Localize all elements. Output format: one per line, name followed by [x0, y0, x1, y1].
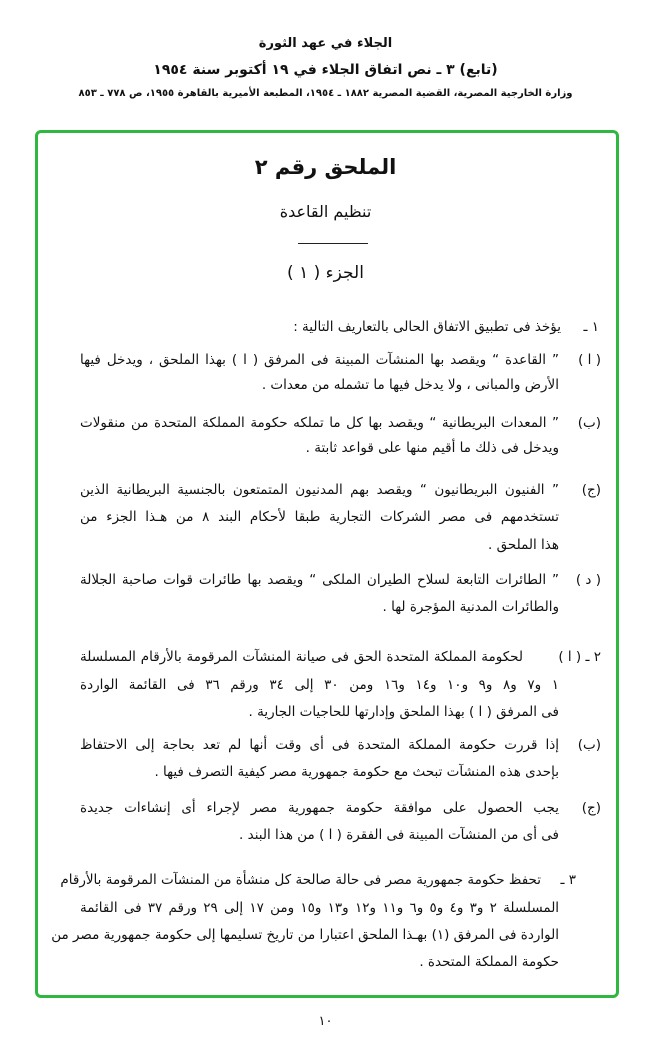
paragraph-line: ” القاعدة “ ويقصد بها المنشآت المبينة فى المرفق ( ا ) بهذا الملحق ، ويدخل فيها — [80, 352, 559, 368]
annex-subtitle: تنظيم القاعدة — [279, 202, 372, 221]
paragraph-line: هذا الملحق . — [488, 537, 559, 553]
book-title: الجلاء في عهد الثورة — [258, 36, 393, 51]
paragraph-label: (ج) — [581, 800, 601, 816]
paragraph-line: ” الطائرات التابعة لسلاح الطيران الملكى “ ويقصد بها طائرات قوات صاحبة الجلالة — [80, 572, 559, 588]
paragraph-label: ٣ ـ — [560, 872, 576, 888]
paragraph-line: ” الفنيون البريطانيون “ ويقصد بهم المدنيون المتمتعون بالجنسية البريطانية الذين — [80, 482, 559, 498]
paragraph-line: بإحدى هذه المنشآت تبحث مع حكومة جمهورية مصر كيفية التصرف فيها . — [154, 764, 559, 780]
paragraph-label: (ب) — [577, 415, 601, 431]
highlight-frame — [35, 130, 619, 998]
paragraph-line: فى أى من المنشآت المبينة فى الفقرة ( ا ) من هذا البند . — [239, 827, 559, 843]
paragraph-line: ويدخل فى ذلك ما أقيم منها على قواعد ثابتة . — [305, 440, 559, 456]
paragraph-line: والطائرات المدنية المؤجرة لها . — [382, 599, 559, 615]
paragraph-line: الواردة فى المرفق (١) بهـذا الملحق اعتبارا من تاريخ تسليمها إلى حكومة جمهورية مصر من — [51, 927, 559, 943]
paragraph-line: لحكومة المملكة المتحدة الحق فى صيانة المنشآت المرقومة بالأرقام المسلسلة — [80, 649, 523, 665]
paragraph-line: تحفظ حكومة جمهورية مصر فى حالة صالحة كل منشأة من المنشآت المرقومة بالأرقام — [60, 872, 541, 888]
paragraph-label: ( د ) — [575, 572, 601, 588]
paragraph-line: يؤخذ فى تطبيق الاتفاق الحالى بالتعاريف التالية : — [293, 319, 561, 335]
section-title: (تابع) ٣ ـ نص اتفاق الجلاء في ١٩ أكتوبر سنة ١٩٥٤ — [153, 62, 498, 78]
paragraph-line: الأرض والمبانى ، ولا يدخل فيها ما تشمله من معدات . — [261, 377, 559, 393]
paragraph-label: ١ ـ — [583, 319, 599, 335]
paragraph-line: تستخدمهم فى مصر الشركات التجارية طبقا لأحكام البند ٨ من هـذا الجزء من — [80, 509, 559, 525]
paragraph-label: ( ا ) — [578, 352, 601, 368]
divider — [298, 243, 368, 244]
paragraph-label: (ب) — [577, 737, 601, 753]
paragraph-line: فى المرفق ( ا ) بهذا الملحق وإدارتها للحاجيات الجارية . — [248, 704, 559, 720]
paragraph-line: إذا قررت حكومة المملكة المتحدة فى أى وقت أنها لم تعد بحاجة إلى الاحتفاظ — [80, 737, 559, 753]
source-citation: وزارة الخارجية المصرية، القضية المصرية ١٨٨٢ ـ ١٩٥٤، المطبعة الأميرية بالقاهرة ١٩٥٥، ص ٧٧٨ ـ ٨٥٣ — [78, 88, 573, 99]
part-heading: الجزء ( ١ ) — [287, 263, 364, 283]
paragraph-line: المسلسلة ٢ و٣ و٤ و٥ و٦ و١١ و١٢ و١٣ و١٥ ومن ١٧ إلى ٢٩ ورقم ٣٧ فى القائمة — [80, 900, 560, 916]
paragraph-line: ” المعدات البريطانية “ ويقصد بها كل ما تملكه حكومة المملكة المتحدة من منقولات — [80, 415, 559, 431]
page-number: ١٠ — [318, 1014, 333, 1029]
paragraph-line: حكومة المملكة المتحدة . — [419, 954, 559, 970]
paragraph-line: ١ و٧ و٨ و٩ و١٠ و١٤ و١٦ ومن ٣٠ إلى ٣٤ ورقم ٣٦ فى القائمة الواردة — [80, 677, 559, 693]
paragraph-label: ٢ ـ ( ا ) — [558, 649, 601, 665]
paragraph-label: (ج) — [581, 482, 601, 498]
annex-title: الملحق رقم ٢ — [254, 155, 397, 179]
paragraph-line: يجب الحصول على موافقة حكومة جمهورية مصر لإجراء أى إنشاءات جديدة — [80, 800, 559, 816]
